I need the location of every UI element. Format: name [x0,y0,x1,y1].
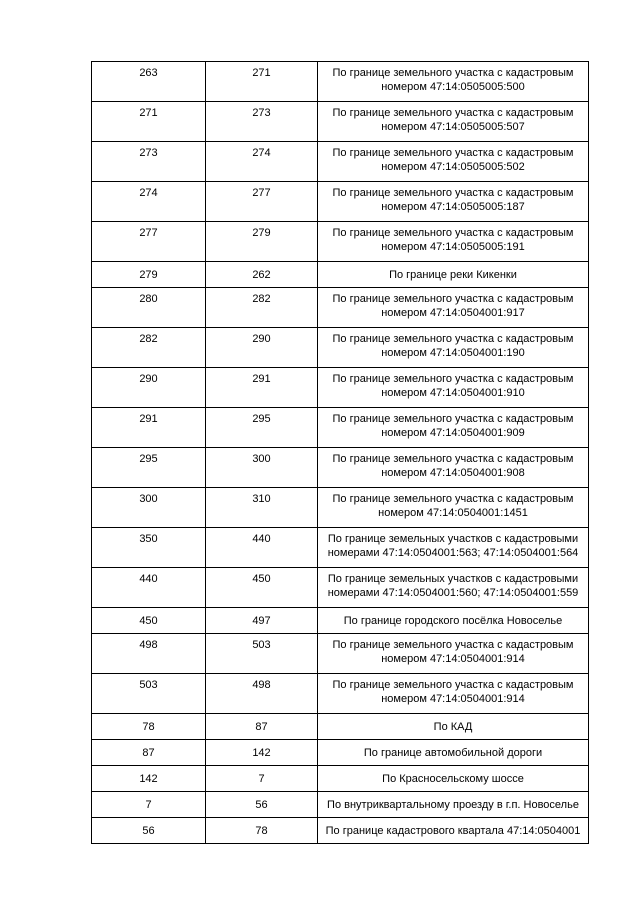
table-row [92,740,589,766]
to-point-cell: 291 [206,368,318,408]
description-cell: По границе кадастрового квартала 47:14:0504001 [318,818,589,844]
description-cell: По границе земельного участка с кадастровым номером 47:14:0504001:914 [318,674,589,714]
table-row [92,714,589,740]
from-point-cell: 277 [92,222,206,262]
description-cell: По границе земельного участка с кадастровым номером 47:14:0504001:910 [318,368,589,408]
description-cell: По границе автомобильной дороги [318,740,589,766]
from-point-cell: 87 [92,740,206,766]
to-point-cell: 497 [206,608,318,634]
boundary-table [91,61,589,844]
table-body [92,62,589,844]
from-point-cell: 263 [92,62,206,102]
to-point-cell: 7 [206,766,318,792]
description-cell: По границе земельного участка с кадастровым номером 47:14:0504001:914 [318,634,589,674]
to-point-cell: 290 [206,328,318,368]
table-row [92,818,589,844]
from-point-cell: 498 [92,634,206,674]
description-cell: По границе земельного участка с кадастровым номером 47:14:0504001:917 [318,288,589,328]
description-cell: По границе земельного участка с кадастровым номером 47:14:0505005:187 [318,182,589,222]
table-row [92,328,589,368]
from-point-cell: 279 [92,262,206,288]
from-point-cell: 440 [92,568,206,608]
table-row [92,766,589,792]
from-point-cell: 280 [92,288,206,328]
description-cell: По границе земельного участка с кадастровым номером 47:14:0505005:500 [318,62,589,102]
from-point-cell: 7 [92,792,206,818]
to-point-cell: 271 [206,62,318,102]
to-point-cell: 310 [206,488,318,528]
table-row [92,142,589,182]
description-cell: По границе земельного участка с кадастровым номером 47:14:0505005:507 [318,102,589,142]
from-point-cell: 350 [92,528,206,568]
from-point-cell: 291 [92,408,206,448]
from-point-cell: 271 [92,102,206,142]
to-point-cell: 503 [206,634,318,674]
to-point-cell: 450 [206,568,318,608]
table-row [92,368,589,408]
from-point-cell: 450 [92,608,206,634]
table-row [92,262,589,288]
description-cell: По внутриквартальному проезду в г.п. Новоселье [318,792,589,818]
to-point-cell: 282 [206,288,318,328]
from-point-cell: 274 [92,182,206,222]
to-point-cell: 440 [206,528,318,568]
from-point-cell: 78 [92,714,206,740]
table-row [92,408,589,448]
table-row [92,222,589,262]
from-point-cell: 282 [92,328,206,368]
table-row [92,102,589,142]
to-point-cell: 87 [206,714,318,740]
to-point-cell: 142 [206,740,318,766]
from-point-cell: 295 [92,448,206,488]
table-row [92,488,589,528]
description-cell: По границе земельного участка с кадастровым номером 47:14:0504001:1451 [318,488,589,528]
to-point-cell: 277 [206,182,318,222]
to-point-cell: 56 [206,792,318,818]
description-cell: По границе земельных участков с кадастровыми номерами 47:14:0504001:560; 47:14:0504001:559 [318,568,589,608]
from-point-cell: 503 [92,674,206,714]
description-cell: По границе земельного участка с кадастровым номером 47:14:0504001:909 [318,408,589,448]
table-row [92,568,589,608]
table-row [92,674,589,714]
from-point-cell: 56 [92,818,206,844]
table-row [92,288,589,328]
from-point-cell: 290 [92,368,206,408]
to-point-cell: 78 [206,818,318,844]
from-point-cell: 300 [92,488,206,528]
description-cell: По КАД [318,714,589,740]
description-cell: По границе земельного участка с кадастровым номером 47:14:0505005:502 [318,142,589,182]
table-row [92,608,589,634]
to-point-cell: 279 [206,222,318,262]
description-cell: По Красносельскому шоссе [318,766,589,792]
table-row [92,448,589,488]
table-row [92,528,589,568]
description-cell: По границе земельного участка с кадастровым номером 47:14:0504001:908 [318,448,589,488]
table-row [92,634,589,674]
description-cell: По границе земельных участков с кадастровыми номерами 47:14:0504001:563; 47:14:0504001:564 [318,528,589,568]
from-point-cell: 142 [92,766,206,792]
from-point-cell: 273 [92,142,206,182]
to-point-cell: 262 [206,262,318,288]
to-point-cell: 274 [206,142,318,182]
to-point-cell: 273 [206,102,318,142]
table-row [92,62,589,102]
to-point-cell: 300 [206,448,318,488]
to-point-cell: 295 [206,408,318,448]
table-row [92,792,589,818]
description-cell: По границе земельного участка с кадастровым номером 47:14:0504001:190 [318,328,589,368]
description-cell: По границе городского посёлка Новоселье [318,608,589,634]
table-row [92,182,589,222]
description-cell: По границе земельного участка с кадастровым номером 47:14:0505005:191 [318,222,589,262]
description-cell: По границе реки Кикенки [318,262,589,288]
to-point-cell: 498 [206,674,318,714]
